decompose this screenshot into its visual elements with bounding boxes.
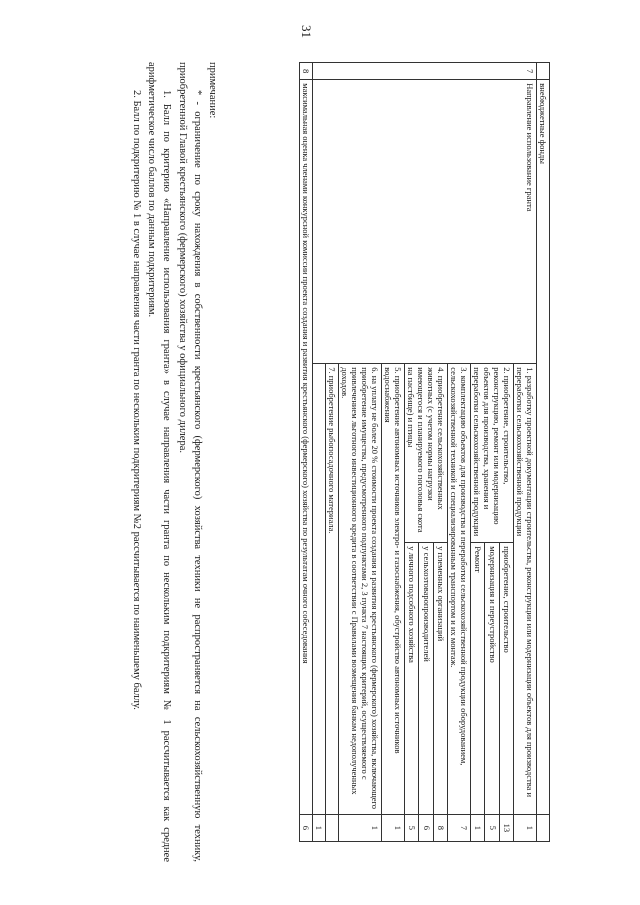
criterion-score: 1 bbox=[312, 814, 325, 841]
criterion-score: 13 bbox=[499, 814, 513, 841]
criterion-subitem: модернизация и переустройство bbox=[485, 543, 499, 815]
criterion-item: 1. разработку проектной документации строительства, реконструкции или модернизации объектов для производства и переработки сельскохозяйственной продукции bbox=[513, 364, 536, 815]
criterion-subitem: у личного подсобного хозяйства bbox=[404, 543, 418, 815]
criterion-score bbox=[325, 814, 338, 841]
criterion-subitem: у сельхозтоваропроизводителей bbox=[419, 543, 433, 815]
row-number: 8 bbox=[299, 63, 312, 80]
notes-section bbox=[129, 62, 220, 862]
criterion-subitem: приобретение, строительство bbox=[499, 543, 513, 815]
criterion-score: 8 bbox=[433, 814, 447, 841]
table-row bbox=[513, 63, 536, 842]
criterion-score: 1 bbox=[513, 814, 536, 841]
criterion-item: 4. приобретение сельскохозяйственных животных (с учетом нормы нагрузки имеющегося и планируемого поголовья скота на пастбище) и птицы bbox=[404, 364, 447, 543]
criterion-item: 2. приобретение, строительство, реконструкцию, ремонт или модернизацию объектов для производства, хранения и переработки сельскохозяйственной продукции bbox=[470, 364, 513, 543]
notes-title: примечание: bbox=[207, 62, 218, 119]
criterion-item: 7. приобретение рыбопосадочного материала. bbox=[325, 364, 338, 815]
row-label: максимальная оценка членами конкурсной комиссии проекта создания и развития крестьянского (фермерского) хозяйства по результатам очного собеседования bbox=[299, 80, 312, 815]
criterion-score: 7 bbox=[447, 814, 470, 841]
row-label: внебюджетные фонды bbox=[536, 80, 549, 815]
criterion-score: 6 bbox=[419, 814, 433, 841]
criterion-score: 1 bbox=[470, 814, 484, 841]
note-1: 1. Балл по критерию «Направление использования гранта» в случае направления части гранта по нескольким подкритериям № 1 рассчитывается как среднее арифметическое число баллов по данным подкритериям. bbox=[146, 62, 173, 862]
criterion-subitem: у племенных организаций bbox=[433, 543, 447, 815]
criterion-item: 6. на уплату не более 20 % стоимости проекта создания и развития крестьянского (фермерского) хозяйства, включающего приобретение имущества, предусмотренного подпунктами 2, 3 пункта 7 настоящих критерий, осуществляемого с привлечением льготного инвестиционного кредита в соответствии с Правилами возмещения банкам недополученных доходов. bbox=[338, 364, 381, 815]
row-label: Направление использование гранта bbox=[312, 80, 536, 364]
note-star: * - ограничение по сроку нахождения в собственности крестьянского (фермерского) хозяйства техники не распространяется на сельскохозяйственную технику, приобретенной Главой крестьянского (фермерского) хозяйства у официального дилера. bbox=[176, 62, 203, 862]
criterion-score: 1 bbox=[381, 814, 404, 841]
criterion-score: 5 bbox=[404, 814, 418, 841]
criterion-score: 1 bbox=[338, 814, 381, 841]
table-row bbox=[536, 63, 549, 842]
criterion-subitem: Ремонт bbox=[470, 543, 484, 815]
page-number: 31 bbox=[299, 25, 314, 38]
criterion-score: 5 bbox=[485, 814, 499, 841]
table-row bbox=[299, 63, 312, 842]
criteria-table bbox=[299, 62, 550, 842]
note-2: 2. Балл по подкритерию № 1 в случае направления части гранта по нескольким подкритериям №2 рассчитывается по наименьшему баллу. bbox=[130, 90, 142, 710]
criterion-item: 5. приобретение автономных источников электро- и газоснабжения, обустройство автономных источников водоснабжения bbox=[381, 364, 404, 815]
criterion-item: 3. комплектацию объектов для производства и переработки сельскохозяйственной продукции оборудованием, сельскохозяйственной техникой и специализированным транспортом и их монтаж. bbox=[447, 364, 470, 815]
row-number: 7 bbox=[312, 63, 536, 80]
criterion-score: 6 bbox=[299, 814, 312, 841]
